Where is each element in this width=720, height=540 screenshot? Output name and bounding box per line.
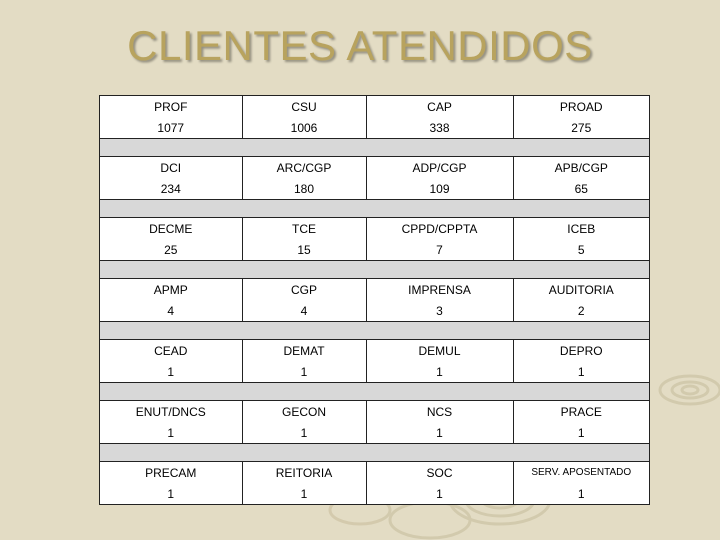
client-label-cell: PROAD <box>513 96 649 117</box>
client-label-cell: REITORIA <box>242 462 366 484</box>
client-count-cell: 1 <box>242 361 366 383</box>
client-count-cell: 15 <box>242 239 366 261</box>
client-count-cell: 7 <box>366 239 513 261</box>
client-count-cell: 1 <box>513 422 649 444</box>
client-label-cell: ARC/CGP <box>242 157 366 179</box>
spacer-row <box>100 383 649 401</box>
spacer-row <box>100 139 649 157</box>
client-count-cell: 1 <box>167 486 175 501</box>
client-label-cell: AUDITORIA <box>513 279 649 301</box>
client-label-cell: ENUT/DNCS <box>135 404 206 419</box>
client-count-cell: 109 <box>366 178 513 200</box>
spacer-row <box>100 444 649 462</box>
client-label-cell: NCS <box>366 401 513 423</box>
client-count-cell: 234 <box>160 181 181 196</box>
client-count-cell: 1 <box>366 361 513 383</box>
spacer-cell <box>100 383 649 401</box>
value-row <box>100 422 649 444</box>
client-count-cell: 4 <box>242 300 366 322</box>
client-count-cell: 338 <box>366 117 513 139</box>
clients-table <box>99 95 650 505</box>
client-label-cell: PRACE <box>513 401 649 423</box>
spacer-cell <box>100 322 649 340</box>
client-label-cell: DEPRO <box>513 340 649 362</box>
client-count-cell: 275 <box>513 117 649 139</box>
client-label-cell: CGP <box>242 279 366 301</box>
client-count-cell: 180 <box>242 178 366 200</box>
spacer-cell <box>100 200 649 218</box>
page-title: CLIENTES ATENDIDOS <box>127 22 593 69</box>
label-row <box>100 340 649 362</box>
client-count-cell: 1 <box>242 483 366 504</box>
client-count-cell: 1077 <box>157 120 185 135</box>
client-label-cell: SERV. APOSENTADO <box>513 462 649 484</box>
client-label-cell: DEMAT <box>242 340 366 362</box>
spacer-row <box>100 261 649 279</box>
client-label-cell: DEMUL <box>366 340 513 362</box>
client-label-cell: ICEB <box>513 218 649 240</box>
client-count-cell: 2 <box>513 300 649 322</box>
client-count-cell: 4 <box>167 303 175 318</box>
client-label-cell: CSU <box>242 96 366 117</box>
client-label-cell: PROF <box>154 99 188 114</box>
label-row <box>100 462 649 484</box>
label-row <box>100 279 649 301</box>
client-label-cell: DECME <box>149 221 193 236</box>
client-label-cell: PRECAM <box>145 465 197 480</box>
client-count-cell: 1 <box>513 483 649 504</box>
client-count-cell: 1 <box>513 361 649 383</box>
client-label-cell: DCI <box>160 160 182 175</box>
client-label-cell: APB/CGP <box>513 157 649 179</box>
label-row <box>100 401 649 423</box>
value-row <box>100 361 649 383</box>
client-count-cell: 1 <box>167 364 175 379</box>
spacer-cell <box>100 261 649 279</box>
value-row <box>100 239 649 261</box>
client-count-cell: 1 <box>167 425 175 440</box>
client-count-cell: 65 <box>513 178 649 200</box>
value-row <box>100 117 649 139</box>
client-label-cell: CPPD/CPPTA <box>366 218 513 240</box>
client-label-cell: IMPRENSA <box>366 279 513 301</box>
spacer-cell <box>100 444 649 462</box>
client-label-cell: ADP/CGP <box>366 157 513 179</box>
client-count-cell: 1 <box>366 483 513 504</box>
spacer-cell <box>100 139 649 157</box>
client-count-cell: 3 <box>366 300 513 322</box>
client-count-cell: 1006 <box>242 117 366 139</box>
client-count-cell: 1 <box>366 422 513 444</box>
client-label-cell: TCE <box>242 218 366 240</box>
label-row <box>100 96 649 117</box>
spacer-row <box>100 200 649 218</box>
label-row <box>100 218 649 240</box>
label-row <box>100 157 649 179</box>
client-label-cell: GECON <box>242 401 366 423</box>
client-label-cell: APMP <box>153 282 188 297</box>
client-count-cell: 1 <box>242 422 366 444</box>
value-row <box>100 483 649 504</box>
spacer-row <box>100 322 649 340</box>
client-label-cell: CAP <box>366 96 513 117</box>
client-count-cell: 5 <box>513 239 649 261</box>
client-label-cell: SOC <box>366 462 513 484</box>
client-count-cell: 25 <box>164 242 178 257</box>
client-label-cell: CEAD <box>154 343 188 358</box>
value-row <box>100 178 649 200</box>
value-row <box>100 300 649 322</box>
